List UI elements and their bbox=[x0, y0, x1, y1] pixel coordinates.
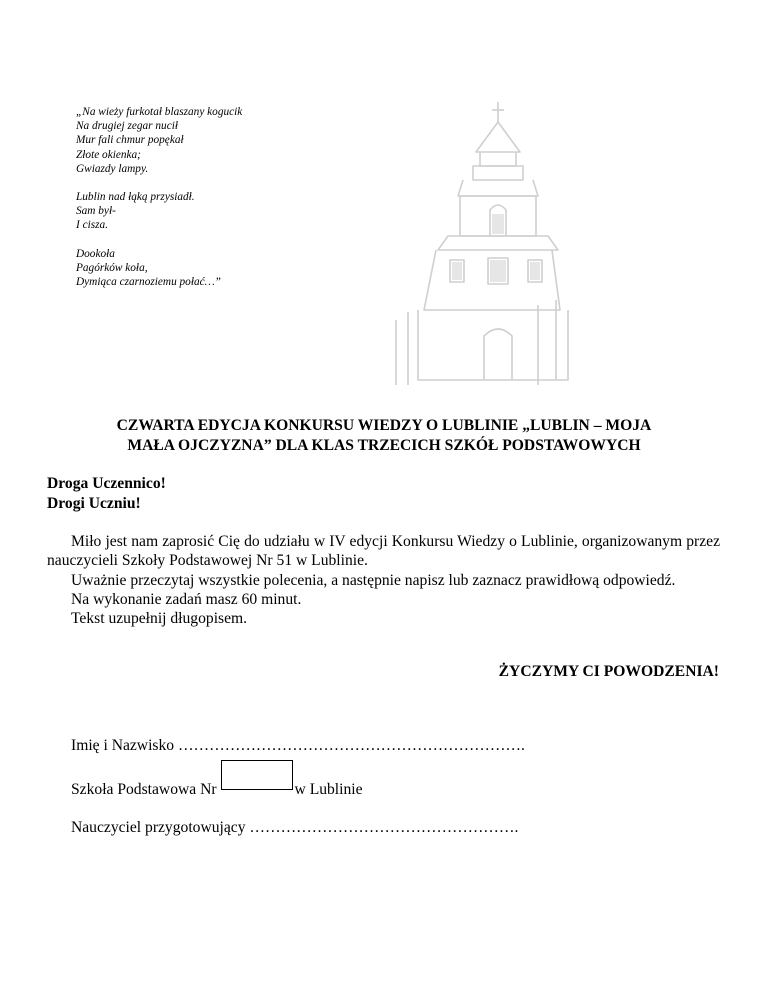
poem-excerpt bbox=[76, 105, 386, 303]
poem-line: Gwiazdy lampy. bbox=[76, 162, 149, 175]
school-number-box[interactable] bbox=[221, 760, 293, 790]
school-label: Szkoła Podstawowa Nr bbox=[71, 780, 217, 798]
poem-line: Dymiąca czarnoziemu połać…” bbox=[76, 276, 221, 289]
poem-line: Pagórków koła, bbox=[76, 261, 148, 274]
title-line-1: CZWARTA EDYCJA KONKURSU WIEDZY O LUBLINIE „LUBLIN – MOJA bbox=[116, 417, 652, 434]
poem-line: Lublin nad łąką przysiadł. bbox=[76, 191, 195, 204]
instructions-paragraph: Tekst uzupełnij długopisem. bbox=[71, 610, 248, 628]
trinitarian-tower-illustration bbox=[388, 100, 578, 385]
poem-line: Złote okienka; bbox=[76, 148, 141, 161]
title-line-2: MAŁA OJCZYZNA” DLA KLAS TRZECICH SZKÓŁ PODSTAWOWYCH bbox=[127, 437, 641, 454]
name-field[interactable]: Imię i Nazwisko …………………………………………………………. bbox=[71, 737, 525, 754]
greeting-line-2: Drogi Uczniu! bbox=[47, 495, 141, 512]
school-number-field bbox=[71, 770, 363, 800]
instructions-paragraph: Uważnie przeczytaj wszystkie polecenia, a następnie napisz lub zaznacz prawidłową odpowiedź. bbox=[71, 571, 676, 589]
instructions-paragraph: Miło jest nam zaprosić Cię do udziału w IV edycji Konkursu Wiedzy o Lublinie, organizowanym przez nauczycieli Szkoły Podstawowej Nr 51 w Lublinie. bbox=[47, 533, 720, 570]
teacher-field[interactable]: Nauczyciel przygotowujący ……………………………………………. bbox=[71, 819, 519, 836]
poem-line: „Na wieży furkotał blaszany kogucik bbox=[76, 106, 243, 118]
poem-line: Mur fali chmur popękał bbox=[76, 134, 184, 147]
instructions bbox=[47, 532, 720, 628]
poem-line: I cisza. bbox=[76, 219, 109, 232]
good-luck-wish: ŻYCZYMY CI POWODZENIA! bbox=[498, 663, 719, 680]
school-suffix: w Lublinie bbox=[294, 780, 363, 798]
poem-stanza-2 bbox=[76, 190, 386, 233]
poem-line: Sam był- bbox=[76, 205, 116, 218]
poem-line: Dookoła bbox=[76, 247, 115, 260]
greeting bbox=[47, 474, 166, 514]
contest-title bbox=[40, 416, 728, 456]
greeting-line-1: Droga Uczennico! bbox=[47, 475, 166, 492]
instructions-paragraph: Na wykonanie zadań masz 60 minut. bbox=[71, 590, 302, 608]
poem-stanza-3 bbox=[76, 247, 386, 290]
poem-line: Na drugiej zegar nucił bbox=[76, 120, 178, 133]
poem-stanza-1 bbox=[76, 105, 386, 176]
